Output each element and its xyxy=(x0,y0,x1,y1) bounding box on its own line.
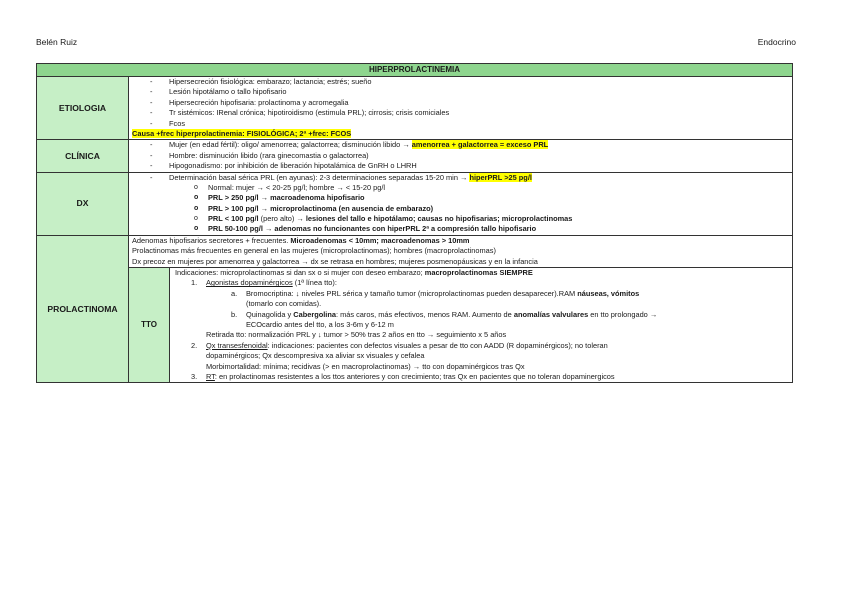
list-item: Dx precoz en mujeres por amenorrea y galactorrea → dx se retrasa en hombres; mujeres posmenopáusicas y en la infancia xyxy=(132,256,538,266)
list-item: - Fcos xyxy=(150,118,186,128)
subject-name: Endocrino xyxy=(757,37,796,47)
list-item: - Hipersecreción fisiológica: embarazo; lactancia; estrés; sueño xyxy=(150,77,372,86)
list-item: - Lesión hipotálamo o tallo hipofisario xyxy=(150,87,287,97)
list-item: - Hipersecreción hipofisaria: prolactinoma y acromegalia xyxy=(150,97,349,107)
list-item: Indicaciones: microprolactinomas si dan sx o si mujer con deseo embarazo; macroprolactinomas SIEMPRE xyxy=(175,268,533,278)
list-item: - Tr sistémicos: IRenal crónica; hipotiroidismo (estimula PRL); cirrosis; crisis comiciales xyxy=(150,108,450,118)
list-item: - Mujer (en edad fértil): oligo/ amenorrea; galactorrea; disminución libido → amenorrea + galactorrea = exceso PRL xyxy=(150,140,549,150)
list-item: - Hipogonadismo: por inhibición de liberación hipotalámica de GnRH o LHRH xyxy=(150,161,417,171)
list-item: Morbimortalidad: mínima; recidivas (> en macroprolactinomas) → tto con dopaminérgicos tras Qx xyxy=(206,361,525,371)
prolactinoma-label: PROLACTINOMA xyxy=(37,235,129,382)
dx-section xyxy=(37,172,793,235)
list-item: b. Quinagolida y Cabergolina: más caros, más efectivos, menos RAM. Aumento de anomalías valvulares en tto prolongado → xyxy=(231,309,658,319)
prolactinoma-intro xyxy=(129,235,793,267)
list-item: (tomarlo con comidas). xyxy=(246,299,322,309)
author-name: Belén Ruiz xyxy=(36,37,78,47)
list-item: 1. Agonistas dopaminérgicos (1ª línea tto): xyxy=(191,278,337,288)
clinica-content xyxy=(129,140,793,172)
clinica-section xyxy=(37,140,793,172)
dx-label: DX xyxy=(37,172,129,235)
list-item: o PRL > 250 pg/l → macroadenoma hipofisario xyxy=(194,193,365,203)
etiologia-label: ETIOLOGIA xyxy=(37,77,129,140)
clinica-highlight: amenorrea + galactorrea = exceso PRL xyxy=(411,140,549,150)
hiperprolactinemia-table xyxy=(36,63,793,383)
circle-bullet-icon: o xyxy=(194,225,199,233)
list-item: Prolactinomas más frecuentes en general en las mujeres (microprolactinomas); hombres (macroprolactinomas) xyxy=(132,246,496,256)
list-item: o PRL < 100 pg/l (pero alto) → lesiones del tallo e hipotálamo; causas no hipofisarias; microprolactinomas xyxy=(194,214,573,224)
circle-bullet-icon: o xyxy=(194,204,199,212)
circle-bullet-icon: o xyxy=(194,194,199,202)
list-item: 2. Qx transesfenoidal: indicaciones: pacientes con defectos visuales a pesar de tto con AADD (R dopaminérgicos); no toleran xyxy=(191,340,608,350)
list-item: Retirada tto: normalización PRL y ↓ tumor > 50% tras 2 años en tto → seguimiento x 5 años xyxy=(206,330,507,340)
etiologia-highlight: Causa +frec hiperprolactinemia: FISIOLÓGICA; 2ª +frec: FCOS xyxy=(132,128,352,138)
circle-bullet-icon: o xyxy=(194,183,198,191)
tto-content xyxy=(170,268,793,383)
list-item: - Determinación basal sérica PRL (en ayunas): 2-3 determinaciones separadas 15-20 min → hiperPRL >25 pg/l xyxy=(150,172,532,182)
list-item: dopaminérgicos; Qx descompresiva xa aliviar sx visuales y cefalea xyxy=(206,351,425,361)
list-item: Adenomas hipofisarios secretores + frecuentes. Microadenomas < 10mm; macroadenomas > 10mm xyxy=(132,235,470,245)
list-item: a. Bromocriptina: ↓ niveles PRL sérica y tamaño tumor (microprolactinomas pueden desaparecer).RAM náuseas, vómitos xyxy=(231,288,640,298)
list-item: o PRL > 100 pg/l → microprolactinoma (en ausencia de embarazo) xyxy=(194,203,434,213)
etiologia-section xyxy=(37,77,793,140)
circle-bullet-icon: o xyxy=(194,215,198,223)
table-title: HIPERPROLACTINEMIA xyxy=(37,64,793,77)
list-item: - Hombre: disminución libido (rara ginecomastia o galactorrea) xyxy=(150,150,369,160)
list-item: ECOcardio antes del tto, a los 3-6m y 6-12 m xyxy=(246,319,394,329)
tto-section xyxy=(37,268,793,383)
dx-highlight: hiperPRL >25 pg/l xyxy=(469,172,532,182)
list-item: 3. RT: en prolactinomas resistentes a los ttos anteriores y con crecimiento; tras Qx en pacientes que no toleran dopaminergicos xyxy=(191,371,615,381)
prolactinoma-section xyxy=(37,235,793,267)
list-item: o PRL 50-100 pg/l → adenomas no funcionantes con hiperPRL 2ª a compresión tallo hipofisario xyxy=(194,224,537,234)
etiologia-highlight-row xyxy=(132,129,789,139)
dx-content xyxy=(129,172,793,235)
etiologia-content xyxy=(129,77,793,140)
tto-label: TTO xyxy=(129,268,170,383)
list-item: o Normal: mujer → < 20-25 pg/l; hombre → < 15-20 pg/l xyxy=(194,182,386,192)
clinica-label: CLÍNICA xyxy=(37,140,129,172)
